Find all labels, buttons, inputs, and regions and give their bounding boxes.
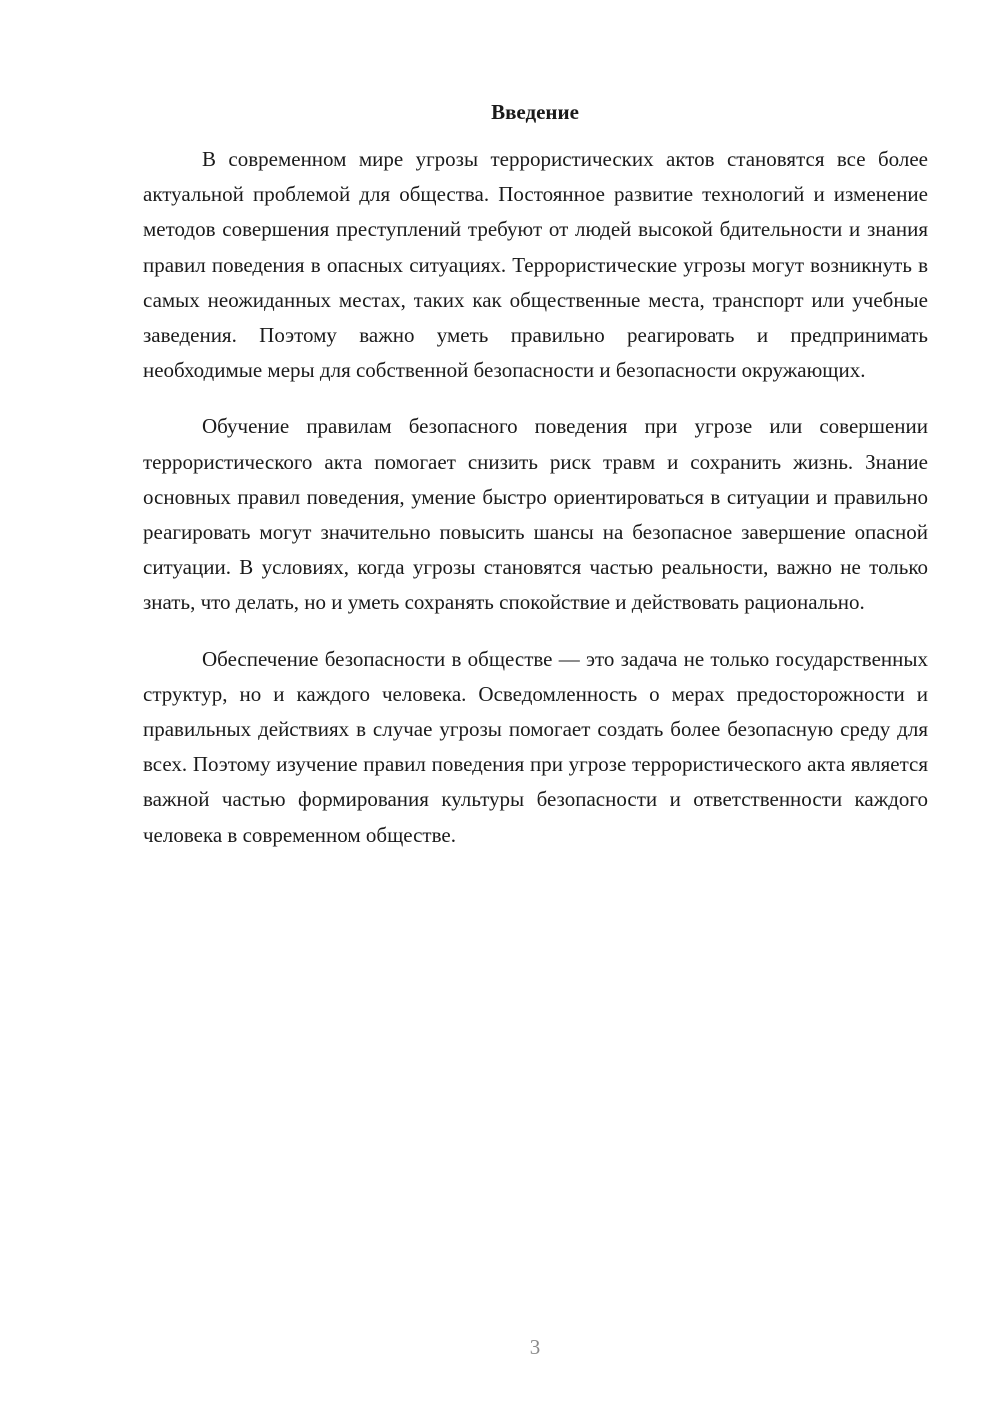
body-text — [143, 142, 928, 874]
page-number: 3 — [529, 1335, 541, 1359]
paragraph-3: Обеспечение безопасности в обществе — это задача не только государственных структур, но и каждого человека. Осведомленность о мерах предосторожности и правильных действиях в случае угрозы помогает создать более безопасную среду для всех. Поэтому изучение правил поведения при угрозе террористического акта является важной частью формирования культуры безопасности и ответственности каждого человека в современном обществе. — [143, 646, 928, 847]
paragraph-2: Обучение правилам безопасного поведения при угрозе или совершении террористического акта помогает снизить риск травм и сохранить жизнь. Знание основных правил поведения, умение быстро ориентироваться в ситуации и правильно реагировать могут значительно повысить шансы на безопасное завершение опасной ситуации. В условиях, когда угрозы становятся частью реальности, важно не только знать, что делать, но и уметь сохранять спокойствие и действовать рационально. — [143, 414, 928, 615]
section-heading: Введение — [491, 100, 579, 124]
paragraph-1: В современном мире угрозы террористических актов становятся все более актуальной проблемой для общества. Постоянное развитие технологий и изменение методов совершения преступлений требуют от людей высокой бдительности и знания правил поведения в опасных ситуациях. Террористические угрозы могут возникнуть в самых неожиданных местах, таких как общественные места, транспорт или учебные заведения. Поэтому важно уметь правильно реагировать и предпринимать необходимые меры для собственной безопасности и безопасности окружающих. — [143, 147, 928, 383]
